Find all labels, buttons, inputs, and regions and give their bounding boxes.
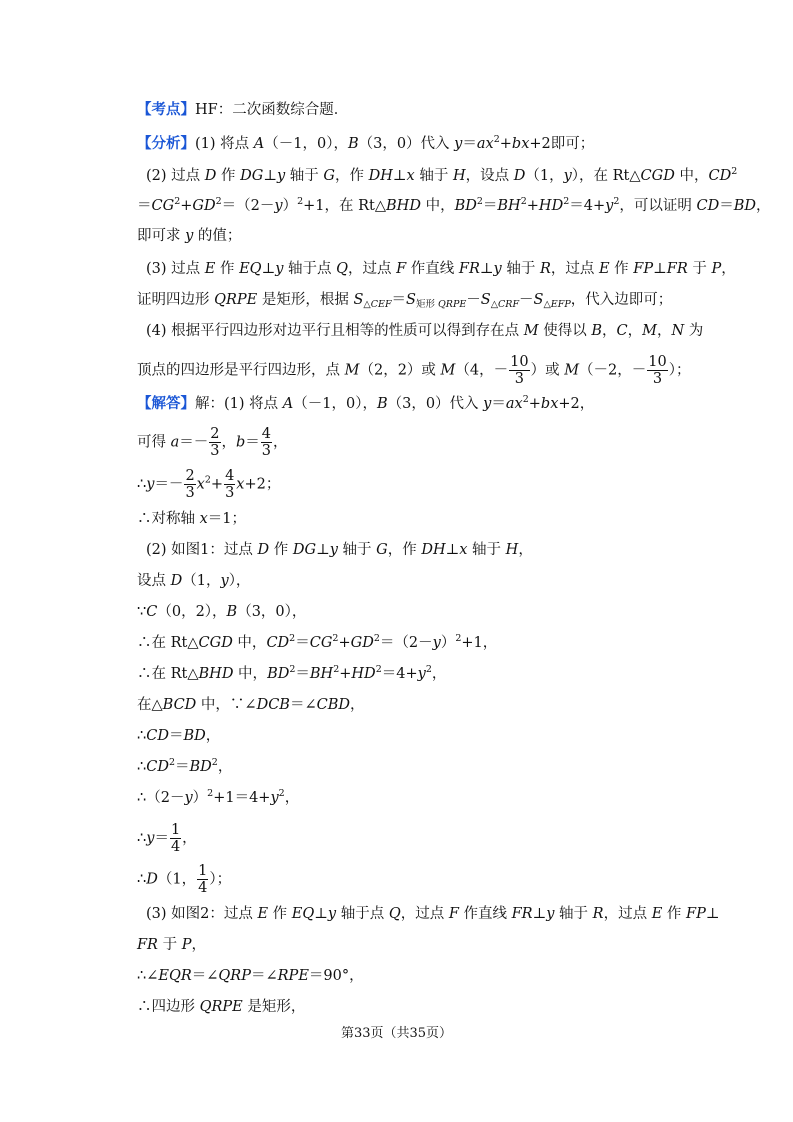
fenxi-p2-line1: (2) 过点 D 作 DG⊥y 轴于 G，作 DH⊥x 轴于 H，设点 D（1，y），在 Rt△CGD 中，$CD^2$ <box>146 166 738 184</box>
jieda-l2: 可得 a＝－ $\frac{2}{3}$ ，b＝ $\frac{4}{3}$ ， <box>137 426 288 459</box>
jieda-l11: ∴CD＝BD， <box>137 728 221 744</box>
fraction: $\frac{4}{3}$ <box>261 426 272 459</box>
jieda-l15: ∴D（1， $\frac{1}{4}$ ）； <box>137 863 232 896</box>
jieda-l6: 设点 D（1，y）， <box>137 573 251 589</box>
kaodian-tag: 【考点】 <box>137 101 195 118</box>
fraction: $\frac{4}{3}$ <box>225 468 235 501</box>
fraction: $\frac{1}{4}$ <box>198 863 208 896</box>
jieda-l8: ∴在 Rt△CGD 中，$CD^2=CG^2+GD^2=(2-y)^2+1$， <box>137 633 498 651</box>
jieda-l12: $\therefore CD^2=BD^2$， <box>137 757 233 775</box>
fenxi-p1: 【分析】(1) 将点 A（－1，0），B（3，0）代入 $y=ax^2+bx+2$即可； <box>137 134 595 152</box>
fenxi-p4-line1: (4) 根据平行四边形对边平行且相等的性质可以得到存在点 M 使得以 B，C，M，N 为 <box>146 323 704 339</box>
jieda-l1: 【解答】解：(1) 将点 A（－1，0），B（3，0）代入 $y=ax^2+bx+2$， <box>137 394 595 412</box>
jieda-l7: ∵C（0，2），B（3，0）， <box>137 604 307 620</box>
fraction: $\frac{2}{3}$ <box>185 468 195 501</box>
jieda-l13: $\therefore(2-y)^2+1=4+y^2$， <box>137 788 300 806</box>
page-footer: 第33页（共35页） <box>340 1026 453 1041</box>
jieda-l4: ∴对称轴 x＝1； <box>137 511 247 527</box>
fraction: $\frac{10}{3}$ <box>510 354 529 387</box>
jieda-l17: ∴∠EQR＝∠QRP＝∠RPE＝90°， <box>137 968 364 984</box>
fenxi-p3-line2: 证明四边形 QRPE 是矩形，根据 $S_{\triangle CEF}=S_{矩形 QRPE}-S_{\triangle CRF}-S_{\triangle EFP}$，代入边即可； <box>137 292 673 310</box>
fraction: $\frac{2}{3}$ <box>210 426 220 459</box>
fenxi-p3-line1: (3) 过点 E 作 EQ⊥y 轴于点 Q，过点 F 作直线 FR⊥y 轴于 R，过点 E 作 FP⊥FR 于 P， <box>146 261 736 277</box>
jieda-l16-line1: (3) 如图2：过点 E 作 EQ⊥y 轴于点 Q，过点 F 作直线 FR⊥y 轴于 R，过点 E 作 FP⊥ <box>146 906 720 922</box>
jieda-l16-line2: FR 于 P， <box>137 937 206 953</box>
kaodian-line <box>137 100 348 120</box>
kaodian-text: HF：二次函数综合题． <box>195 102 349 118</box>
fraction: $\frac{1}{4}$ <box>170 822 181 855</box>
fenxi-p2-line2: $=CG^2+GD^2=(2-y)^2+1$，在 Rt△BHD 中，$BD^2=BH^2+HD^2=4+y^2$，可以证明 CD＝BD， <box>137 196 771 214</box>
jieda-l10: 在△BCD 中，∵∠DCB＝∠CBD， <box>137 697 365 713</box>
fenxi-p2-line3: 即可求 y 的值； <box>137 228 242 244</box>
jieda-l9: ∴在 Rt△BHD 中，$BD^2=BH^2+HD^2=4+y^2$， <box>137 664 447 682</box>
fraction: $\frac{10}{3}$ <box>648 354 667 387</box>
jieda-l5: (2) 如图1：过点 D 作 DG⊥y 轴于 G，作 DH⊥x 轴于 H， <box>146 542 533 558</box>
jieda-l18: ∴四边形 QRPE 是矩形， <box>137 999 306 1015</box>
jieda-l14: ∴y＝ $\frac{1}{4}$ ， <box>137 822 197 855</box>
jieda-l3: ∴y＝－ $\frac{2}{3}$ $x^2+$ $\frac{4}{3}$ x+2； <box>137 468 281 501</box>
fenxi-tag: 【分析】 <box>137 135 195 152</box>
fenxi-p4-line2: 顶点的四边形是平行四边形，点 M（2，2）或 M（4，－ $\frac{10}{3}$ ）或 M（－2，－ $\frac{10}{3}$ ）； <box>137 354 691 387</box>
jieda-tag: 【解答】 <box>137 395 195 412</box>
